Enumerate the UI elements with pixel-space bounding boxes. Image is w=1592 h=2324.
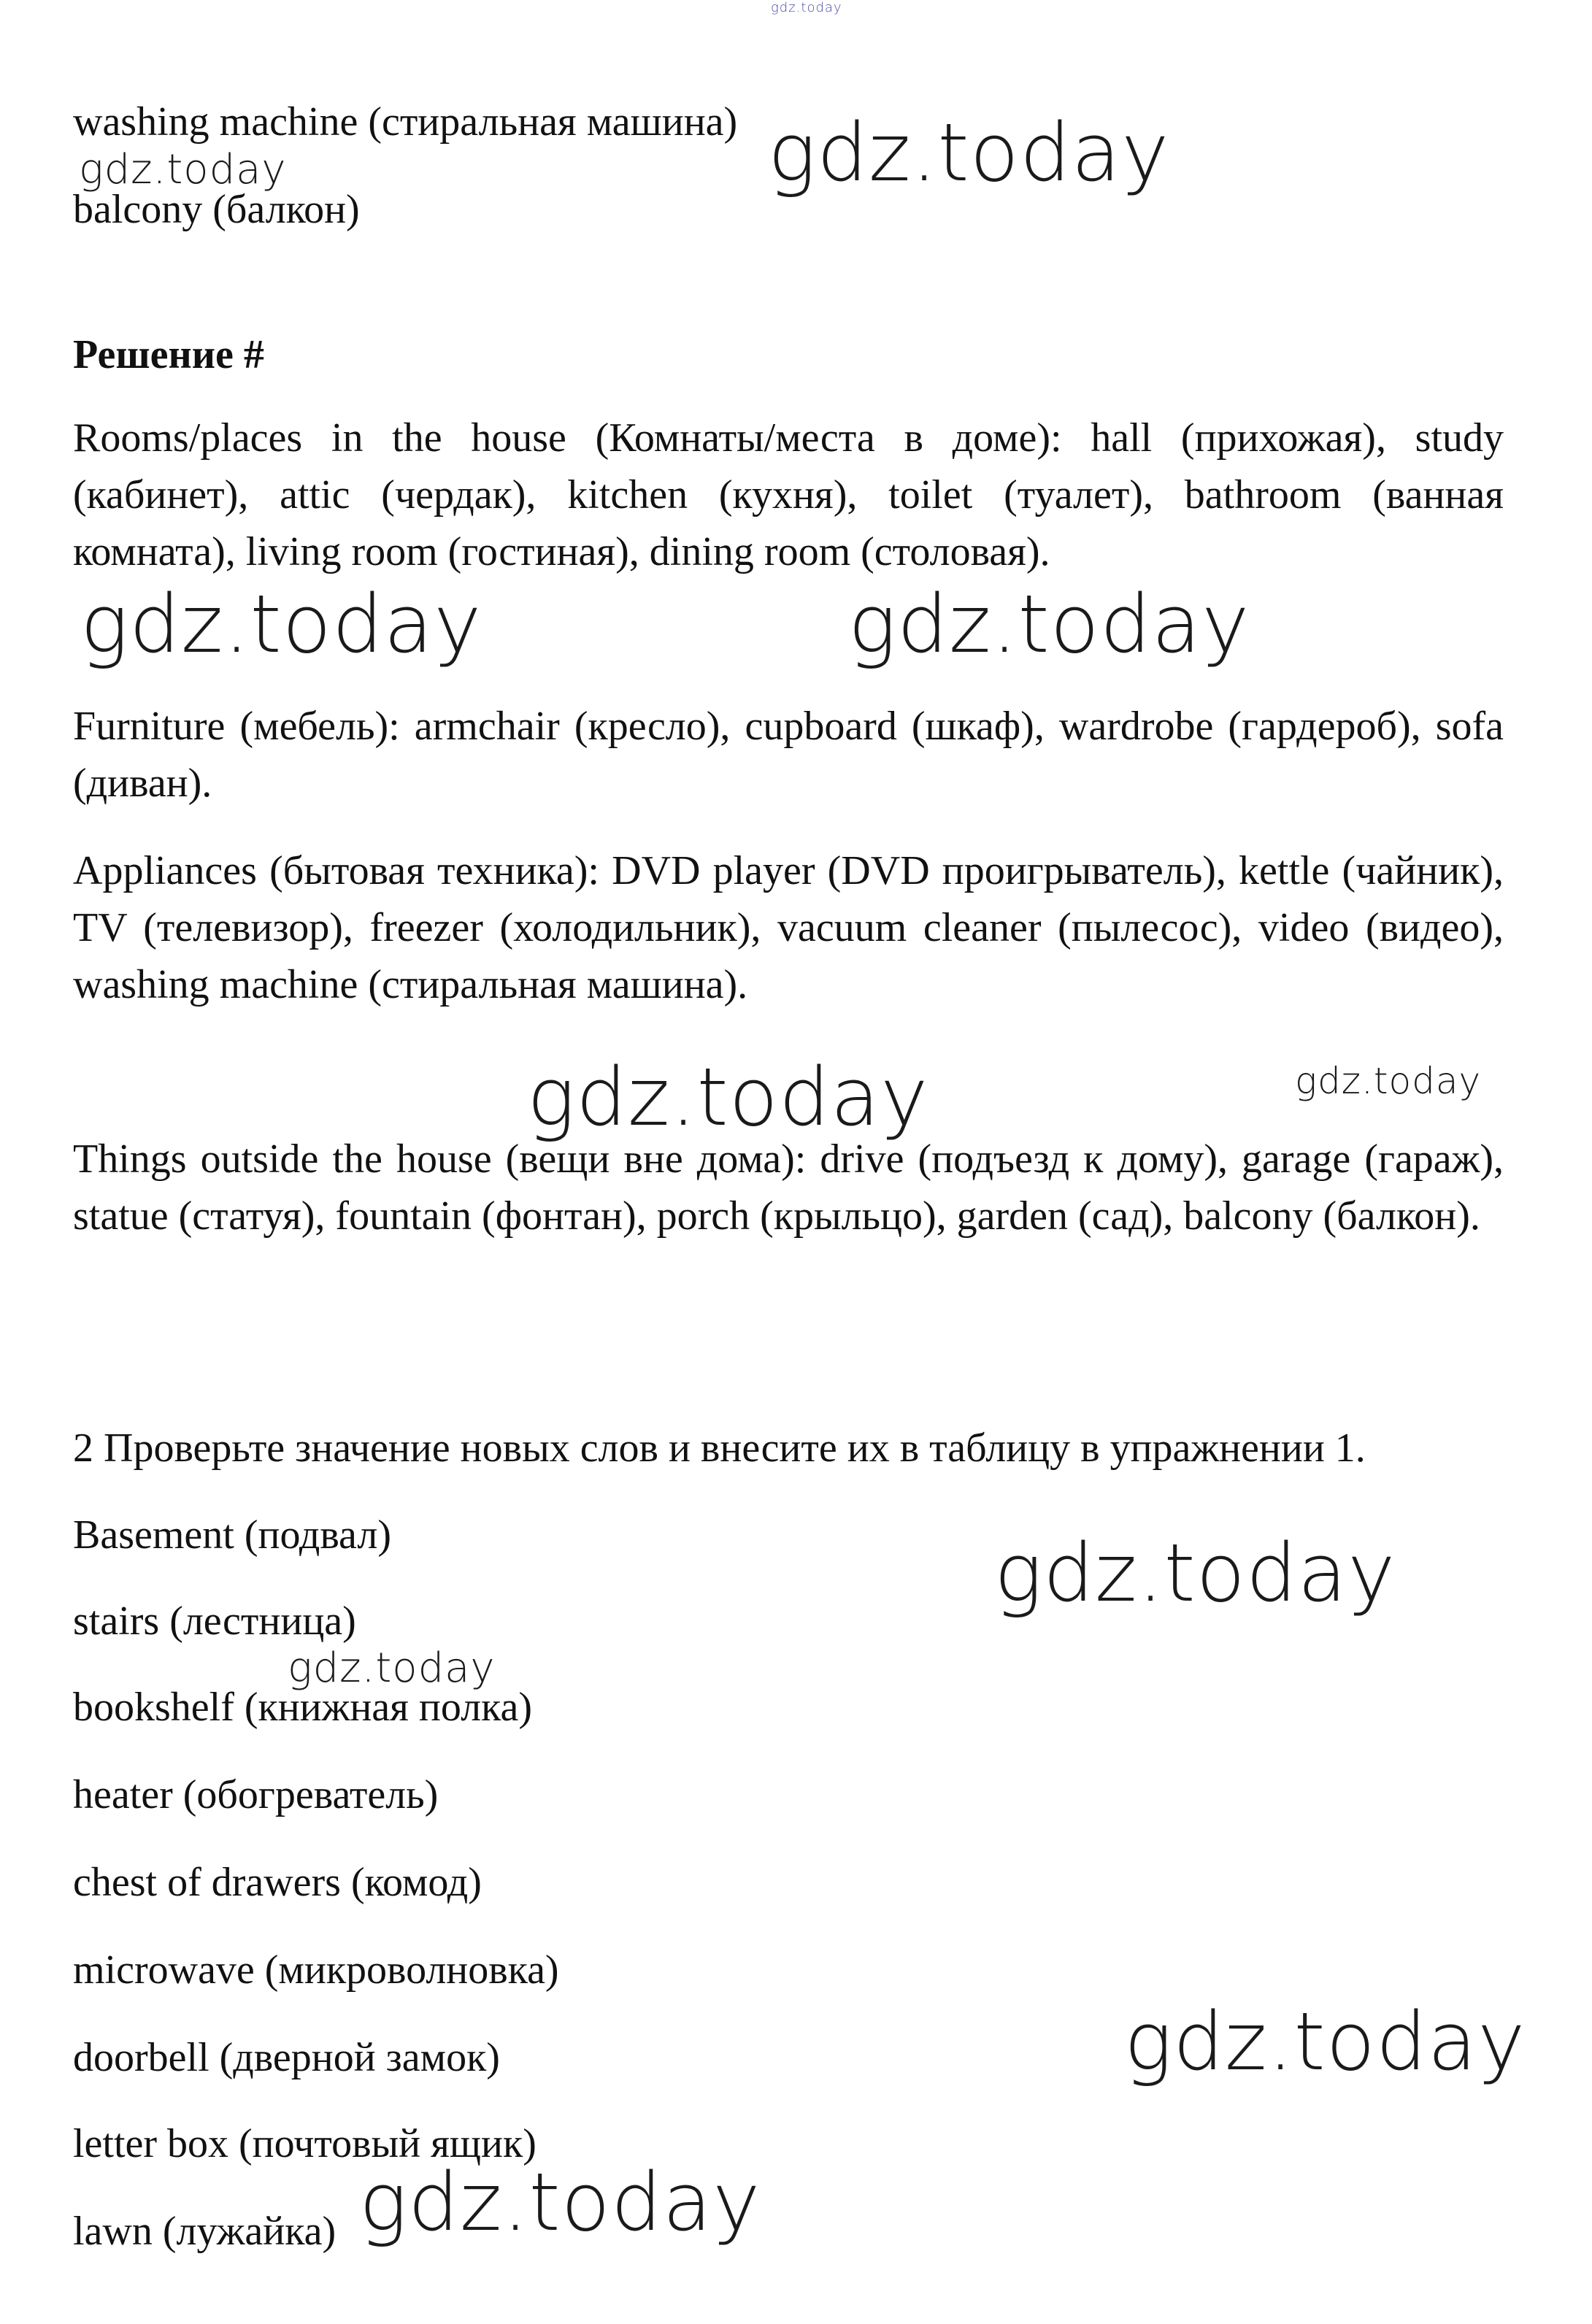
- list-item: stairs (лестница): [73, 1598, 356, 1644]
- task2-instruction: 2 Проверьте значение новых слов и внесите их в таблицу в упражнении 1.: [73, 1425, 1366, 1471]
- solution-heading: Решение #: [73, 332, 264, 377]
- line-washing-machine: washing machine (стиральная машина): [73, 99, 738, 145]
- watermark: gdz.today: [1124, 1995, 1526, 2088]
- watermark: gdz.today: [994, 1526, 1396, 1620]
- watermark: gdz.today: [527, 1050, 929, 1144]
- watermark: gdz.today: [79, 146, 287, 193]
- list-item: microwave (микроволновка): [73, 1947, 559, 1993]
- watermark: gdz.today: [359, 2155, 761, 2249]
- watermark: gdz.today: [768, 106, 1170, 199]
- list-item: lawn (лужайка): [73, 2209, 337, 2254]
- list-item: heater (обогреватель): [73, 1772, 439, 1817]
- paragraph-outside: Things outside the house (вещи вне дома): drive (подъезд к дому), garage (гараж), statue (статуя), fountain (фонтан), porch (крыльцо), garden (сад), balcony (балкон).: [73, 1136, 1504, 1239]
- watermark: gdz.today: [1295, 1060, 1482, 1102]
- list-item: letter box (почтовый ящик): [73, 2121, 537, 2166]
- paragraph-appliances: Appliances (бытовая техника): DVD player (DVD проигрыватель), kettle (чайник), TV (телевизор), freezer (холодильник), vacuum cleaner (пылесос), video (видео), washing machine (стиральная машина).: [73, 848, 1504, 1007]
- list-item: bookshelf (книжная полка): [73, 1685, 532, 1730]
- watermark: gdz.today: [80, 577, 482, 671]
- watermark: gdz.today: [288, 1644, 496, 1692]
- watermark: gdz.today: [848, 577, 1250, 671]
- list-item: doorbell (дверной замок): [73, 2035, 500, 2080]
- list-item: Basement (подвал): [73, 1512, 391, 1558]
- watermark-top: gdz.today: [771, 0, 842, 15]
- paragraph-furniture: Furniture (мебель): armchair (кресло), cupboard (шкаф), wardrobe (гардероб), sofa (диван).: [73, 704, 1504, 806]
- paragraph-rooms: Rooms/places in the house (Комнаты/места в доме): hall (прихожая), study (кабинет), attic (чердак), kitchen (кухня), toilet (туалет), bathroom (ванная комната), living room (гостиная), dining room (столовая).: [73, 415, 1504, 574]
- list-item: chest of drawers (комод): [73, 1860, 482, 1905]
- line-balcony: balcony (балкон): [73, 187, 360, 232]
